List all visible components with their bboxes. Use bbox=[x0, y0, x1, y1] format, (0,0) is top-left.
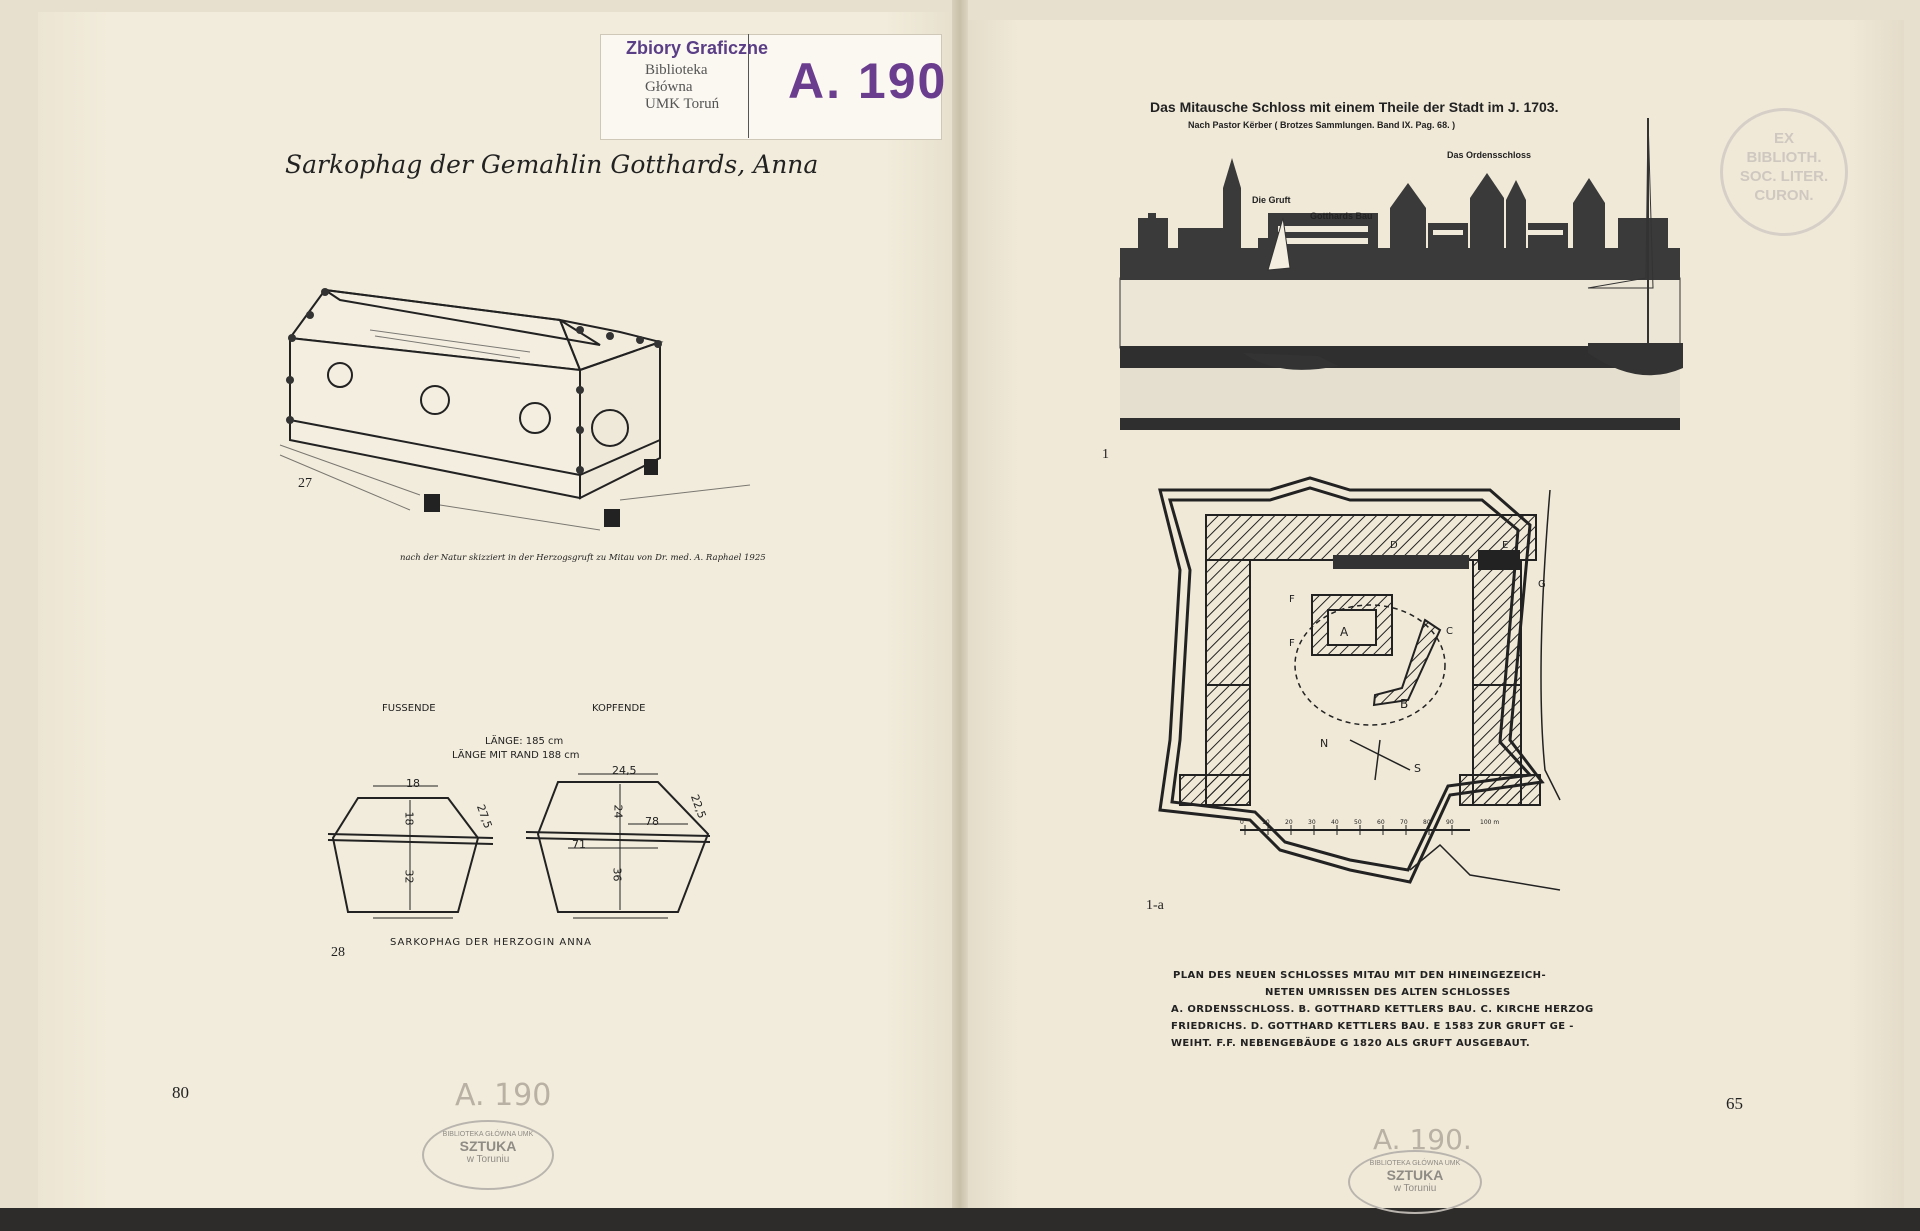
dim-head-slant: 22,5 bbox=[687, 792, 709, 821]
plan-letter-e: E bbox=[1502, 540, 1509, 551]
right-stamp-mid: SZTUKA bbox=[1386, 1167, 1444, 1183]
label-gotthards-bau: Gotthards Bau bbox=[1310, 211, 1373, 221]
scale-100: 100 m bbox=[1480, 819, 1500, 826]
castle-view-engraving bbox=[1118, 118, 1683, 433]
scale-40: 40 bbox=[1331, 819, 1339, 826]
right-pencil-shelfmark: A. 190. bbox=[1373, 1123, 1472, 1156]
label-kopfende: KOPFENDE bbox=[592, 703, 646, 714]
right-stamp-bottom: w Toruniu bbox=[1393, 1183, 1437, 1194]
ex-stamp-line-2: BIBLIOTH. bbox=[1746, 149, 1822, 166]
dim-foot-inner: 18 bbox=[402, 811, 416, 826]
dim-foot-slant: 27,5 bbox=[473, 802, 495, 831]
dim-head-inner: 24 bbox=[611, 804, 625, 819]
fig27-number: 27 bbox=[298, 476, 312, 491]
plan-caption-line-1: PLAN DES NEUEN SCHLOSSES MITAU MIT DEN HINEINGEZEICH- bbox=[1173, 970, 1546, 981]
scale-20: 20 bbox=[1285, 819, 1293, 826]
fig27-caption: nach der Natur skizziert in der Herzogsgruft zu Mitau von Dr. med. A. Raphael 1925 bbox=[400, 553, 766, 563]
fig28-number: 28 bbox=[331, 945, 345, 960]
compass-north: N bbox=[1320, 737, 1329, 750]
dim-foot-top: 18 bbox=[406, 777, 420, 790]
plan-caption-line-5: WEIHT. F.F. NEBENGEBÄUDE G 1820 ALS GRUFT AUSGEBAUT. bbox=[1171, 1038, 1531, 1049]
plan-letter-g: G bbox=[1538, 579, 1546, 590]
right-library-stamp bbox=[1348, 1150, 1482, 1214]
sarcophagus-drawing bbox=[280, 270, 760, 540]
book-gutter bbox=[952, 0, 968, 1210]
ex-stamp-line-3: SOC. LITER. bbox=[1739, 168, 1829, 185]
scale-70: 70 bbox=[1400, 819, 1408, 826]
scale-60: 60 bbox=[1377, 819, 1385, 826]
plan-caption bbox=[1173, 967, 1594, 1052]
label-line-2: Główna bbox=[645, 79, 693, 95]
label-shelfmark: A. 190 bbox=[788, 53, 948, 109]
plan-caption-line-2: NETEN UMRISSEN DES ALTEN SCHLOSSES bbox=[1265, 987, 1511, 998]
length-rim-label: LÄNGE MIT RAND 188 cm bbox=[452, 750, 580, 761]
fig1-title: Das Mitausche Schloss mit einem Theile der Stadt im J. 1703. bbox=[1150, 99, 1559, 115]
fig1-subtitle: Nach Pastor Kërber ( Brotzes Sammlungen. Band IX. Pag. 68. ) bbox=[1188, 120, 1456, 130]
length-label: LÄNGE: 185 cm bbox=[485, 736, 564, 747]
ex-stamp-line-1: EX bbox=[1773, 130, 1794, 147]
scale-30: 30 bbox=[1308, 819, 1316, 826]
label-line-1: Biblioteka bbox=[645, 62, 708, 78]
plan-caption-line-4: FRIEDRICHS. D. GOTTHARD KETTLERS BAU. E 1583 ZUR GRUFT GE - bbox=[1171, 1021, 1574, 1032]
scale-50: 50 bbox=[1354, 819, 1362, 826]
right-page-number: 65 bbox=[1726, 1094, 1743, 1113]
scale-0: 0 bbox=[1240, 819, 1244, 826]
left-stamp-top: BIBLIOTEKA GŁÓWNA UMK bbox=[442, 1131, 534, 1138]
ex-stamp-line-4: CURON. bbox=[1754, 187, 1814, 204]
plan-letter-b: B bbox=[1400, 697, 1409, 711]
left-stamp-mid: SZTUKA bbox=[459, 1138, 517, 1154]
left-page-title: Sarkophag der Gemahlin Gotthards, Anna bbox=[285, 150, 819, 179]
plan-caption-line-3: A. ORDENSSCHLOSS. B. GOTTHARD KETTLERS BAU. C. KIRCHE HERZOG bbox=[1171, 1004, 1594, 1015]
dim-head-top: 24,5 bbox=[612, 764, 637, 777]
sarcophagus-profiles bbox=[328, 770, 718, 920]
compass-south: S bbox=[1414, 762, 1421, 775]
plan-letter-c: C bbox=[1446, 626, 1453, 637]
label-line-3: UMK Toruń bbox=[645, 96, 720, 112]
left-stamp-bottom: w Toruniu bbox=[466, 1154, 510, 1165]
plan-letter-a: A bbox=[1340, 625, 1349, 639]
scale-80: 80 bbox=[1423, 819, 1431, 826]
ex-bibliotheca-stamp bbox=[1720, 108, 1848, 236]
label-collection: Zbiory Graficzne bbox=[626, 38, 769, 58]
scan-bottom-edge bbox=[0, 1208, 1920, 1231]
plan-letter-d: D bbox=[1390, 540, 1398, 551]
right-stamp-top: BIBLIOTEKA GŁÓWNA UMK bbox=[1369, 1160, 1461, 1167]
label-gruft: Die Gruft bbox=[1252, 195, 1291, 205]
plan-letter-f2: F bbox=[1289, 638, 1295, 649]
scale-90: 90 bbox=[1446, 819, 1454, 826]
fig28-caption: SARKOPHAG DER HERZOGIN ANNA bbox=[390, 937, 592, 948]
plan-letter-f1: F bbox=[1289, 594, 1295, 605]
dim-head-height: 36 bbox=[610, 867, 624, 882]
fig1a-number: 1-a bbox=[1146, 898, 1164, 913]
left-pencil-shelfmark: A. 190 bbox=[455, 1078, 552, 1113]
left-page-number: 80 bbox=[172, 1083, 189, 1102]
dim-head-width: 78 bbox=[645, 815, 659, 828]
fig1-number: 1 bbox=[1102, 447, 1109, 462]
left-page bbox=[38, 12, 958, 1210]
dim-head-rim: 71 bbox=[572, 838, 586, 851]
label-fussende: FUSSENDE bbox=[382, 703, 436, 714]
left-library-stamp bbox=[422, 1120, 554, 1190]
label-ordensschloss: Das Ordensschloss bbox=[1447, 150, 1532, 160]
dim-foot-side: 32 bbox=[402, 869, 416, 884]
scale-10: 10 bbox=[1262, 819, 1270, 826]
